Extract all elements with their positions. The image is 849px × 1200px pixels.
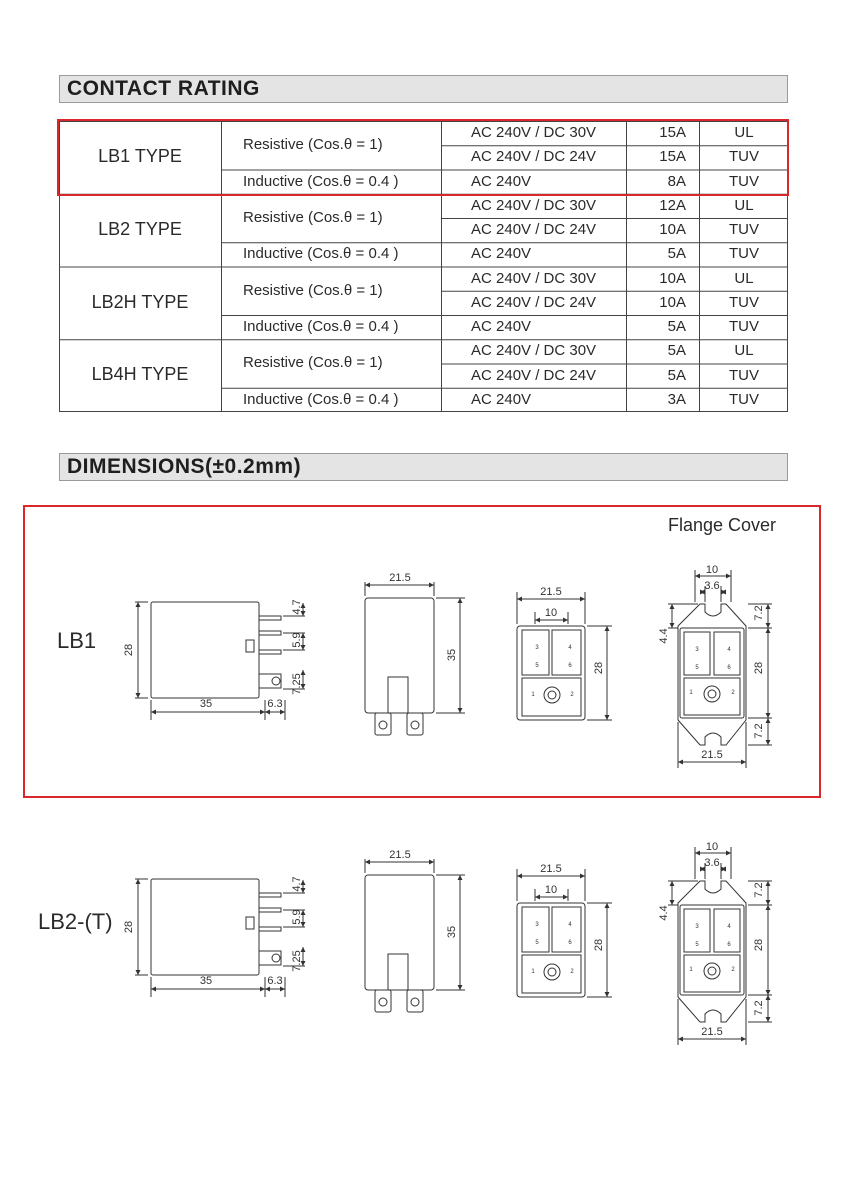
dim-bottom-width-arrow [580, 874, 585, 879]
rating-certification: TUV [729, 245, 759, 263]
dim-flange-top-offset-arrow [670, 881, 675, 886]
dim-front-height-label: 35 [446, 925, 458, 939]
dim-pin-gap-1-label: 4.7 [291, 876, 303, 892]
bottom-view-coil-screw-inner [548, 691, 556, 699]
terminal-number: 1 [531, 692, 535, 698]
side-view-window [246, 917, 254, 929]
bottom-view-body [517, 626, 585, 720]
dim-flange-bottom-arrow [766, 1017, 771, 1022]
rating-current: 8A [667, 172, 686, 190]
dim-pin-offset-label: 6.3 [267, 698, 283, 710]
terminal-number: 6 [568, 663, 572, 669]
terminal-number: 2 [570, 692, 574, 698]
bottom-view-coil-screw [544, 964, 560, 980]
dim-flange-bottom-arrow [766, 740, 771, 745]
rating-voltage: AC 240V [471, 172, 532, 190]
dim-flange-top-arrow [766, 623, 771, 628]
side-view-terminal [259, 951, 281, 965]
rating-certification: TUV [729, 366, 759, 384]
rating-voltage: AC 240V [471, 318, 532, 335]
side-view-screw [272, 954, 280, 962]
dim-flange-top-arrow [766, 881, 771, 886]
dim-side-length-label: 35 [199, 698, 213, 710]
dim-front-width-arrow [365, 860, 370, 865]
dim-flange-body-height-arrow [766, 905, 771, 910]
front-view-tab [388, 954, 408, 990]
rating-certification: UL [734, 269, 754, 287]
dim-bottom-width-arrow [517, 874, 522, 879]
terminal-number: 1 [689, 690, 693, 696]
dim-side-height-label: 28 [123, 920, 135, 934]
dim-flange-top-offset-arrow [670, 604, 675, 609]
bottom-view-coil-screw-inner [548, 968, 556, 976]
dim-side-height-arrow [136, 879, 141, 884]
side-view-window [246, 640, 254, 652]
dim-front-height-arrow [458, 985, 463, 990]
flange-cover-body [680, 905, 744, 995]
front-view-terminal-hole [411, 721, 419, 729]
front-view-terminal [407, 713, 423, 735]
dim-flange-bottom-arrow [766, 995, 771, 1000]
terminal-number: 5 [695, 942, 699, 948]
terminal-number: 3 [695, 924, 699, 930]
rating-voltage: AC 240V / DC 24V [471, 148, 597, 166]
rating-certification: TUV [729, 172, 759, 190]
dim-flange-slot-width-label: 10 [705, 841, 719, 853]
flange-coil-socket [684, 955, 740, 992]
rating-certification: TUV [729, 318, 759, 335]
rating-voltage: AC 240V / DC 24V [471, 366, 597, 384]
flange-coil-screw-inner [708, 690, 716, 698]
rating-certification: TUV [729, 390, 759, 408]
rating-voltage: AC 240V / DC 30V [471, 269, 597, 287]
dim-bottom-inner-label: 10 [544, 607, 558, 619]
dim-flange-slot-width-arrow [726, 574, 731, 579]
relay-type-label: LB2H TYPE [91, 291, 189, 312]
dim-front-height-label: 35 [446, 648, 458, 662]
dim-flange-width-label: 21.5 [701, 749, 723, 761]
load-type-resistive: Resistive (Cos.θ = 1) [243, 208, 383, 226]
dim-bottom-height-arrow [605, 992, 610, 997]
rating-certification: TUV [729, 293, 759, 311]
terminal-number: 2 [731, 690, 735, 696]
flange-coil-socket [684, 678, 740, 715]
dim-bottom-height-arrow [605, 903, 610, 908]
front-view-terminal [375, 713, 391, 735]
rating-certification: UL [734, 342, 754, 360]
dim-pin-gap-2-label: 5.9 [291, 909, 303, 925]
rating-current: 3A [667, 390, 686, 408]
terminal-number: 3 [535, 922, 539, 928]
load-type-inductive: Inductive (Cos.θ = 0.4 ) [243, 245, 399, 263]
dim-side-length-label: 35 [199, 975, 213, 987]
rating-current: 5A [667, 318, 686, 335]
dim-flange-body-height-label: 28 [753, 938, 765, 952]
terminal-number: 6 [568, 940, 572, 946]
side-view-pin [259, 927, 281, 931]
rating-current: 5A [667, 342, 686, 360]
side-view-body [151, 879, 259, 975]
flange-coil-screw [704, 963, 720, 979]
dim-bottom-height-label: 28 [593, 661, 605, 675]
front-view-terminal-hole [379, 998, 387, 1006]
rating-current: 12A [659, 196, 686, 214]
dim-pin-offset-label: 6.3 [267, 975, 283, 987]
dim-side-length-arrow [151, 710, 156, 715]
load-type-resistive: Resistive (Cos.θ = 1) [243, 354, 383, 372]
rating-certification: UL [734, 196, 754, 214]
dim-flange-top-offset-label: 4.4 [658, 905, 670, 921]
dim-pin-offset-arrow [265, 710, 270, 715]
rating-voltage: AC 240V / DC 30V [471, 124, 597, 141]
terminal-number: 4 [727, 924, 731, 930]
bottom-view-socket-right [552, 907, 581, 952]
dim-pin-offset-arrow [280, 987, 285, 992]
side-view-terminal [259, 674, 281, 688]
dim-flange-slot-width-arrow [695, 851, 700, 856]
rating-voltage: AC 240V / DC 30V [471, 196, 597, 214]
dim-flange-top-arrow [766, 900, 771, 905]
dim-pin-gap-1-label: 4.7 [291, 599, 303, 615]
dim-flange-bottom-label: 7.2 [753, 1000, 765, 1016]
dim-pin-gap-2-label: 5.9 [291, 632, 303, 648]
terminal-number: 1 [531, 969, 535, 975]
bottom-view-body [517, 903, 585, 997]
front-view-body [365, 875, 434, 990]
dim-bottom-inner-arrow [535, 618, 540, 623]
terminal-number: 4 [568, 645, 572, 651]
terminal-number: 5 [695, 665, 699, 671]
dim-bottom-width-arrow [580, 597, 585, 602]
dim-flange-width-arrow [678, 1037, 683, 1042]
rating-current: 15A [659, 148, 686, 166]
dim-bottom-width-arrow [517, 597, 522, 602]
rating-certification: UL [734, 124, 754, 141]
dim-flange-bottom-arrow [766, 718, 771, 723]
terminal-number: 5 [535, 663, 539, 669]
dim-flange-width-arrow [741, 1037, 746, 1042]
terminal-number: 1 [689, 967, 693, 973]
dim-side-height-arrow [136, 970, 141, 975]
dim-flange-top-label: 7.2 [753, 605, 765, 621]
side-view-pin [259, 616, 281, 620]
dim-flange-body-height-arrow [766, 990, 771, 995]
flange-coil-screw [704, 686, 720, 702]
rating-voltage: AC 240V [471, 245, 532, 263]
front-view-tab [388, 677, 408, 713]
dim-side-height-arrow [136, 693, 141, 698]
load-type-inductive: Inductive (Cos.θ = 0.4 ) [243, 318, 399, 335]
contact-rating-title: CONTACT RATING [67, 77, 260, 100]
terminal-number: 2 [570, 969, 574, 975]
dim-flange-body-height-arrow [766, 713, 771, 718]
dim-bottom-inner-arrow [563, 895, 568, 900]
load-type-inductive: Inductive (Cos.θ = 0.4 ) [243, 172, 399, 190]
relay-type-label: LB1 TYPE [98, 146, 182, 166]
dim-flange-top-label: 7.2 [753, 882, 765, 898]
dim-bottom-height-label: 28 [593, 938, 605, 952]
dim-flange-width-label: 21.5 [701, 1026, 723, 1038]
rating-voltage: AC 240V / DC 30V [471, 342, 597, 360]
relay-type-label: LB2 TYPE [98, 218, 182, 239]
load-type-resistive: Resistive (Cos.θ = 1) [243, 281, 383, 299]
model-label-lb1: LB1 [57, 628, 97, 653]
dim-pin-gap-3-label: 7.25 [291, 673, 303, 695]
rating-voltage: AC 240V / DC 24V [471, 221, 597, 238]
dim-bottom-height-arrow [605, 715, 610, 720]
dim-front-width-label: 21.5 [389, 849, 411, 861]
dim-bottom-inner-arrow [563, 618, 568, 623]
load-type-inductive: Inductive (Cos.θ = 0.4 ) [243, 390, 399, 408]
dim-side-length-arrow [151, 987, 156, 992]
dimensions-title: DIMENSIONS(±0.2mm) [67, 455, 302, 478]
front-view-terminal [375, 990, 391, 1012]
side-view-screw [272, 677, 280, 685]
dim-bottom-width-label: 21.5 [540, 586, 562, 598]
dim-flange-top-arrow [766, 604, 771, 609]
dim-side-height-label: 28 [123, 643, 135, 657]
dim-flange-slot-inner-label: 3.6 [704, 580, 720, 592]
dim-front-width-arrow [429, 583, 434, 588]
dim-flange-width-arrow [741, 760, 746, 765]
dim-front-width-arrow [429, 860, 434, 865]
dim-pin-gap-3-label: 7.25 [291, 950, 303, 972]
terminal-number: 5 [535, 940, 539, 946]
rating-current: 10A [659, 269, 686, 287]
rating-voltage: AC 240V [471, 390, 532, 408]
dim-front-height-arrow [458, 875, 463, 880]
dim-flange-slot-width-label: 10 [705, 564, 719, 576]
terminal-number: 4 [727, 647, 731, 653]
side-view-pin [259, 893, 281, 897]
dim-front-width-arrow [365, 583, 370, 588]
dim-bottom-width-label: 21.5 [540, 863, 562, 875]
dim-side-height-arrow [136, 602, 141, 607]
rating-current: 10A [659, 221, 686, 238]
terminal-number: 3 [535, 645, 539, 651]
front-view-terminal [407, 990, 423, 1012]
side-view-pin [259, 650, 281, 654]
terminal-number: 3 [695, 647, 699, 653]
dim-bottom-inner-arrow [535, 895, 540, 900]
dim-side-length-arrow [260, 987, 265, 992]
dim-flange-bottom-label: 7.2 [753, 723, 765, 739]
dim-side-length-arrow [260, 710, 265, 715]
dim-flange-slot-inner-label: 3.6 [704, 857, 720, 869]
flange-coil-screw-inner [708, 967, 716, 975]
bottom-view-coil-screw [544, 687, 560, 703]
dim-flange-top-offset-arrow [670, 623, 675, 628]
dim-front-width-label: 21.5 [389, 572, 411, 584]
rating-current: 5A [667, 366, 686, 384]
rating-certification: TUV [729, 148, 759, 166]
dim-pin-offset-arrow [265, 987, 270, 992]
rating-certification: TUV [729, 221, 759, 238]
front-view-terminal-hole [379, 721, 387, 729]
dim-bottom-inner-label: 10 [544, 884, 558, 896]
terminal-number: 6 [727, 942, 731, 948]
dim-front-height-arrow [458, 598, 463, 603]
bottom-view-socket-right [552, 630, 581, 675]
dim-flange-body-height-arrow [766, 628, 771, 633]
terminal-number: 2 [731, 967, 735, 973]
dim-flange-slot-width-arrow [695, 574, 700, 579]
dim-flange-top-offset-arrow [670, 900, 675, 905]
rating-current: 10A [659, 293, 686, 311]
front-view-terminal-hole [411, 998, 419, 1006]
rating-current: 5A [667, 245, 686, 263]
dim-pin-offset-arrow [280, 710, 285, 715]
relay-type-label: LB4H TYPE [91, 364, 189, 385]
side-view-pin [259, 908, 281, 912]
flange-cover-body [680, 628, 744, 718]
terminal-number: 4 [568, 922, 572, 928]
dim-flange-slot-width-arrow [726, 851, 731, 856]
dim-bottom-height-arrow [605, 626, 610, 631]
rating-voltage: AC 240V / DC 24V [471, 293, 597, 311]
rating-current: 15A [659, 124, 686, 141]
side-view-body [151, 602, 259, 698]
load-type-resistive: Resistive (Cos.θ = 1) [243, 136, 383, 153]
dim-flange-width-arrow [678, 760, 683, 765]
side-view-pin [259, 631, 281, 635]
flange-cover-label: Flange Cover [668, 515, 777, 535]
model-label-lb2t: LB2-(T) [38, 909, 113, 934]
dim-flange-body-height-label: 28 [753, 661, 765, 675]
front-view-body [365, 598, 434, 713]
terminal-number: 6 [727, 665, 731, 671]
dim-flange-top-offset-label: 4.4 [658, 628, 670, 644]
dim-front-height-arrow [458, 708, 463, 713]
